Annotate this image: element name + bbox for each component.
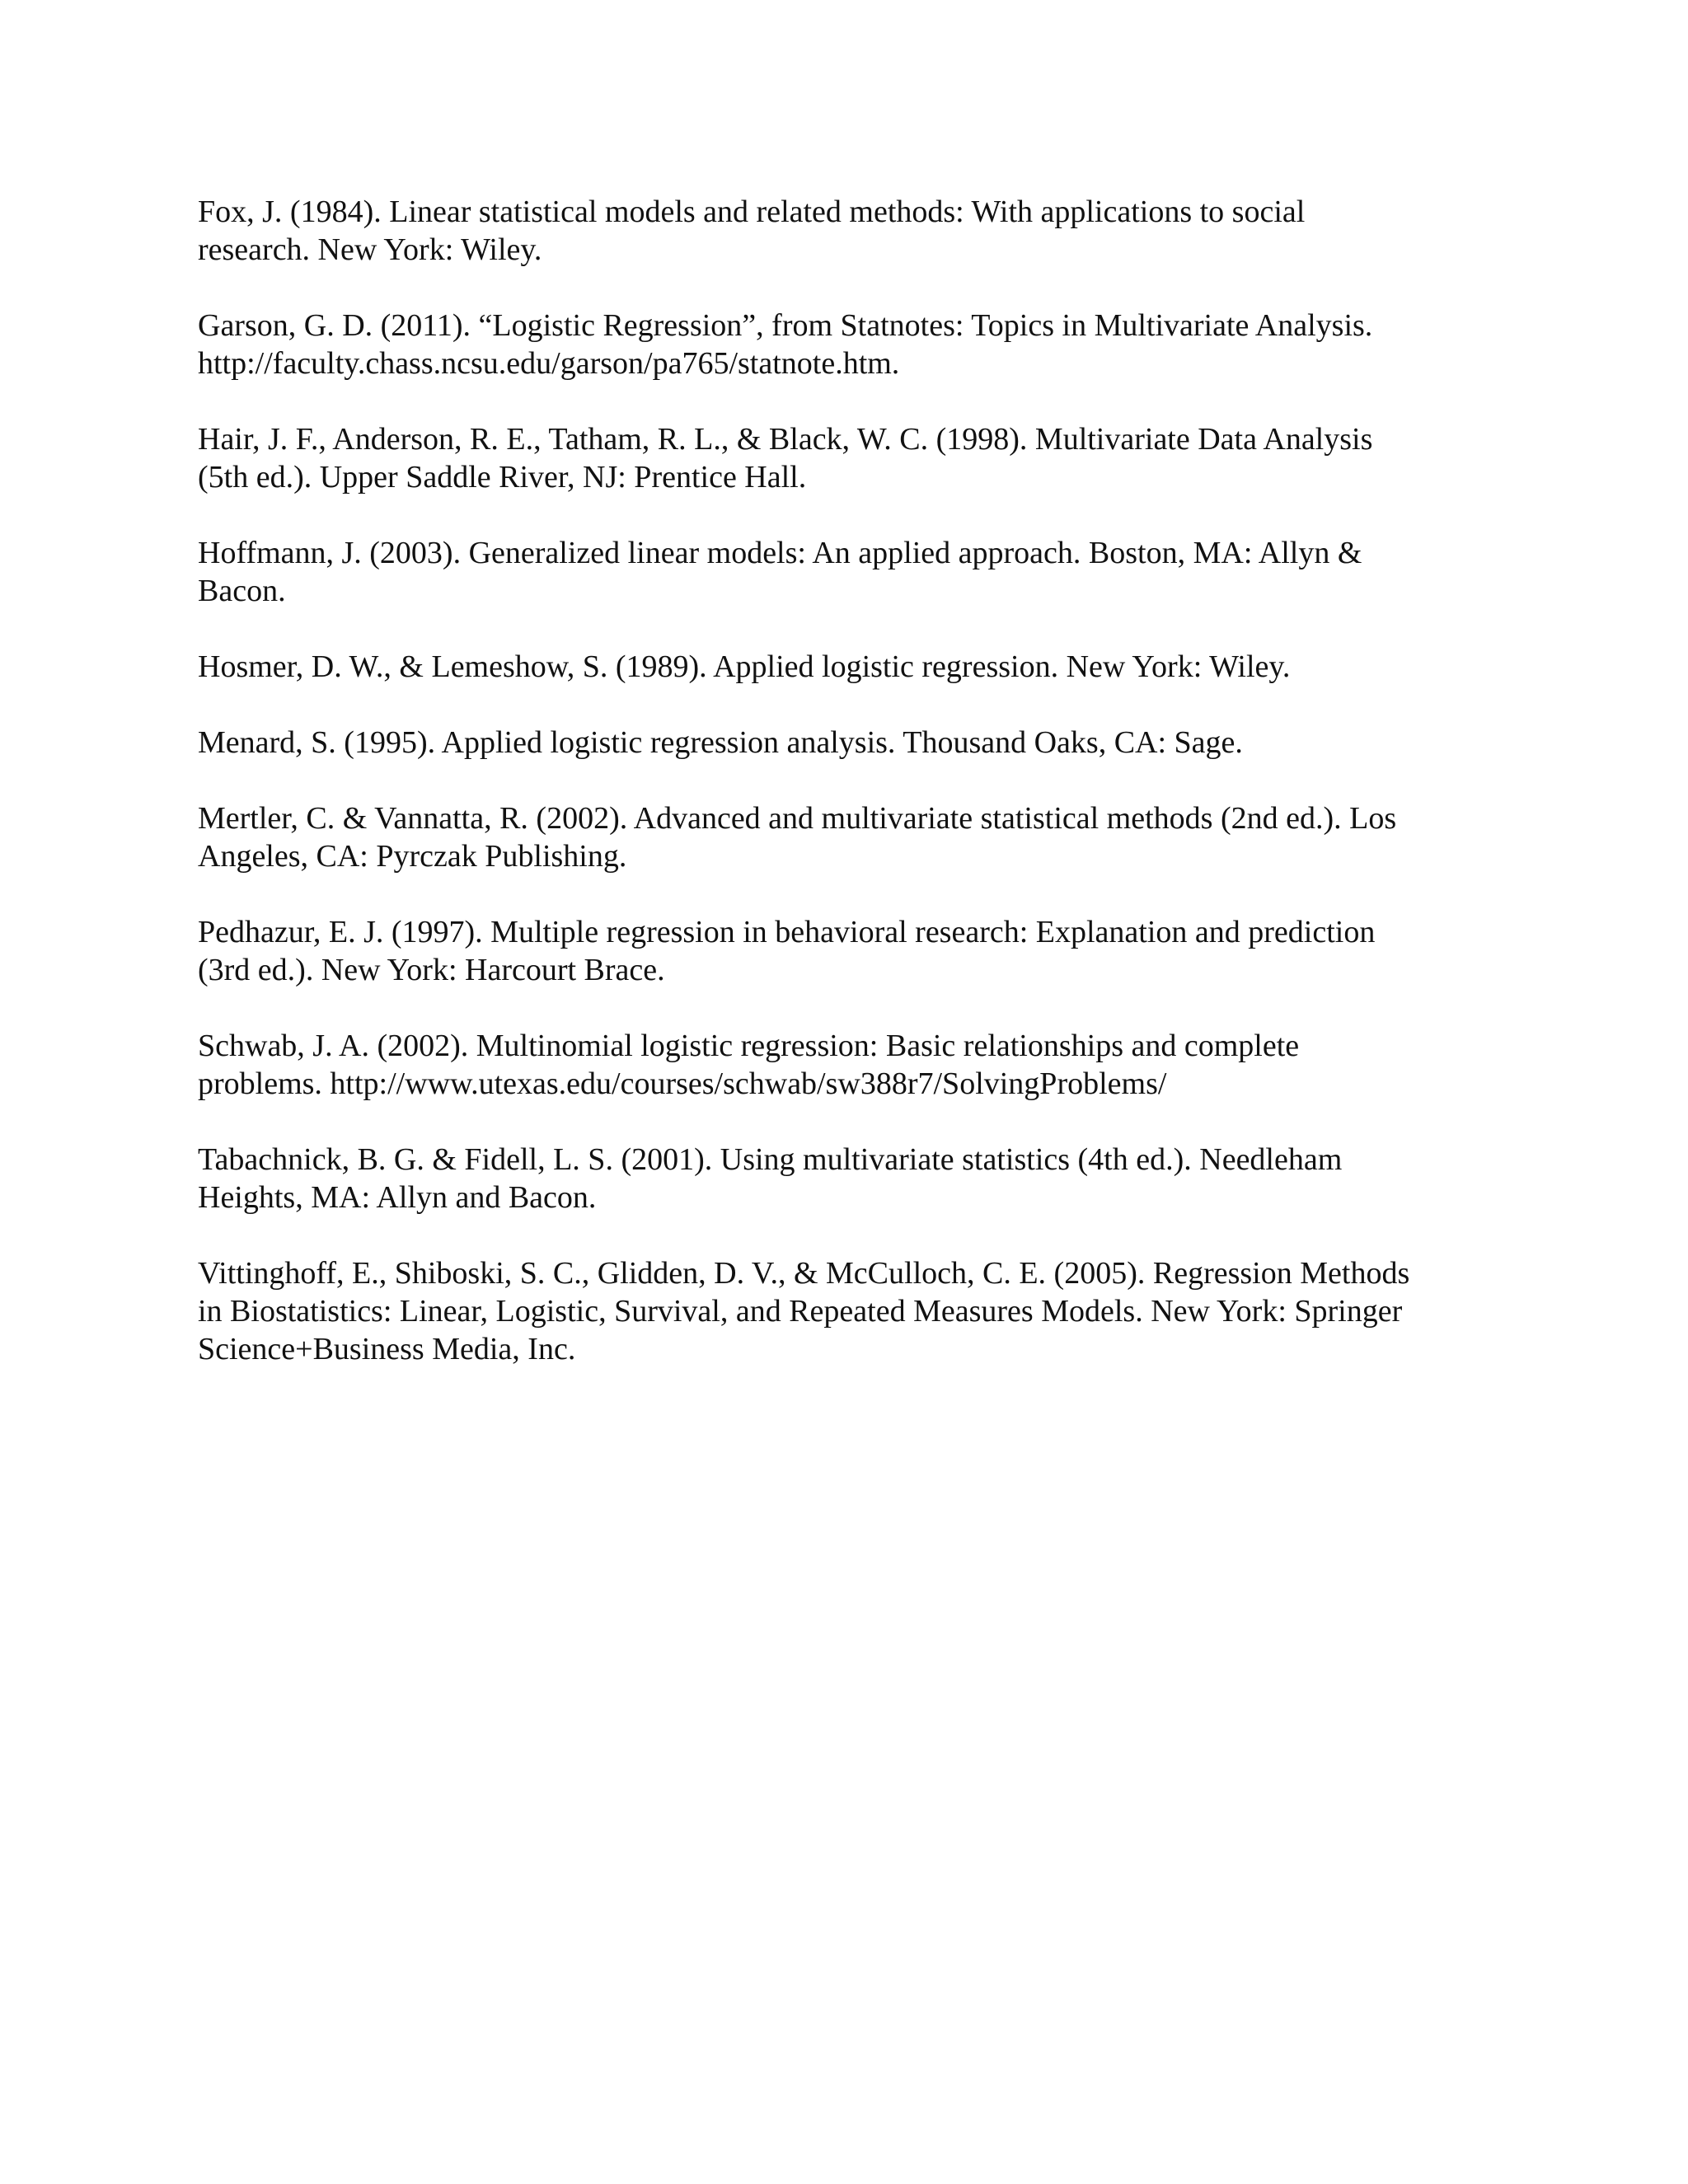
- reference-item-hosmer: Hosmer, D. W., & Lemeshow, S. (1989). Applied logistic regression. New York: Wiley.: [198, 649, 1291, 684]
- reference-item-tabachnick: Tabachnick, B. G. & Fidell, L. S. (2001). Using multivariate statistics (4th ed.). Needleham Heights, MA: Allyn and Bacon.: [198, 1142, 1343, 1215]
- reference-item-pedhazur: Pedhazur, E. J. (1997). Multiple regression in behavioral research: Explanation and prediction (3rd ed.). New York: Harcourt Brace.: [198, 915, 1376, 987]
- reference-item-fox: Fox, J. (1984). Linear statistical models and related methods: With applications to social research. New York: Wiley.: [198, 194, 1306, 267]
- reference-item-menard: Menard, S. (1995). Applied logistic regression analysis. Thousand Oaks, CA: Sage.: [198, 725, 1243, 760]
- reference-item-hair: Hair, J. F., Anderson, R. E., Tatham, R. L., & Black, W. C. (1998). Multivariate Data Analysis (5th ed.). Upper Saddle River, NJ: Prentice Hall.: [198, 422, 1373, 494]
- reference-item-schwab: Schwab, J. A. (2002). Multinomial logistic regression: Basic relationships and complete problems. http://www.utexas.edu/courses/schwab/sw388r7/SolvingProblems/: [198, 1029, 1300, 1101]
- reference-item-vittinghoff: Vittinghoff, E., Shiboski, S. C., Glidden, D. V., & McCulloch, C. E. (2005). Regression Methods in Biostatistics: Linear, Logistic, Survival, and Repeated Measures Models. New York: Springer Science+Business Media, Inc.: [198, 1256, 1410, 1366]
- reference-item-hoffmann: Hoffmann, J. (2003). Generalized linear models: An applied approach. Boston, MA: Allyn & Bacon.: [198, 536, 1362, 608]
- reference-item-mertler: Mertler, C. & Vannatta, R. (2002). Advanced and multivariate statistical methods (2nd ed.). Los Angeles, CA: Pyrczak Publishing.: [198, 801, 1397, 874]
- reference-list: [198, 193, 1500, 1406]
- reference-item-garson: Garson, G. D. (2011). “Logistic Regression”, from Statnotes: Topics in Multivariate Analysis. http://faculty.chass.ncsu.edu/garson/pa765/statnote.htm.: [198, 308, 1373, 381]
